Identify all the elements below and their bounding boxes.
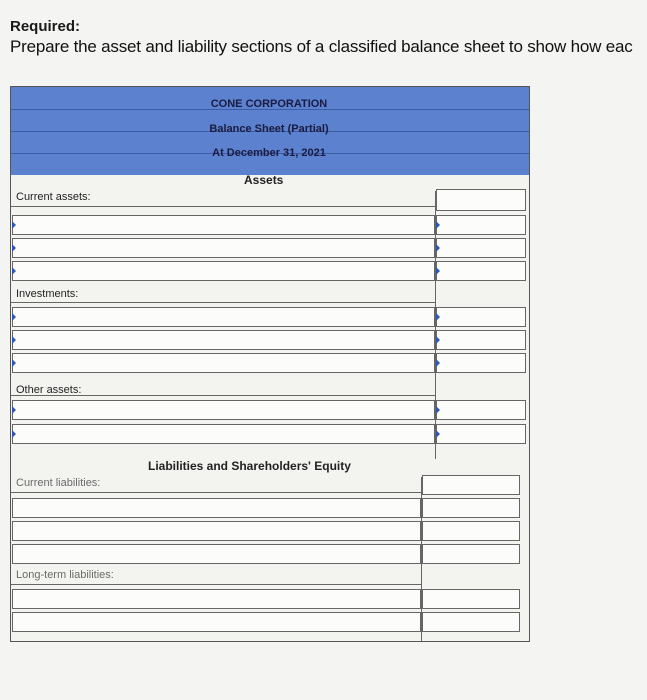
amount-input[interactable] xyxy=(422,589,520,609)
statement-date: At December 31, 2021 xyxy=(212,147,326,159)
amount-input[interactable] xyxy=(422,475,520,495)
required-heading: Required: xyxy=(10,18,81,35)
amount-input[interactable] xyxy=(422,498,520,518)
investments-row[interactable] xyxy=(12,330,435,350)
amount-input[interactable] xyxy=(436,215,526,235)
current-assets-row[interactable] xyxy=(12,238,435,258)
other-assets-row[interactable] xyxy=(12,400,435,420)
current-liabilities-row[interactable] xyxy=(12,498,421,518)
instructions-text: Prepare the asset and liability sections of a classified balance sheet to show how eac xyxy=(10,37,633,56)
row-marker-icon xyxy=(436,359,440,367)
row-marker-icon xyxy=(12,221,16,229)
row-marker-icon xyxy=(436,267,440,275)
amount-input[interactable] xyxy=(436,330,526,350)
amount-input[interactable] xyxy=(436,238,526,258)
company-name: CONE CORPORATION xyxy=(210,98,328,110)
amount-input[interactable] xyxy=(422,612,520,632)
current-liabilities-row[interactable] xyxy=(12,544,421,564)
amount-input[interactable] xyxy=(436,400,526,420)
statement-title: Balance Sheet (Partial) xyxy=(209,123,329,135)
assets-heading: Assets xyxy=(244,173,284,187)
amount-input[interactable] xyxy=(422,521,520,541)
other-assets-row[interactable] xyxy=(12,424,435,444)
current-assets-row[interactable] xyxy=(12,261,435,281)
amount-input[interactable] xyxy=(436,307,526,327)
row-marker-icon xyxy=(436,336,440,344)
row-marker-icon xyxy=(436,430,440,438)
other-assets-label: Other assets: xyxy=(16,384,82,396)
amount-input[interactable] xyxy=(436,353,526,373)
current-assets-label: Current assets: xyxy=(16,191,91,203)
row-marker-icon xyxy=(12,359,16,367)
row-marker-icon xyxy=(12,267,16,275)
investments-row[interactable] xyxy=(12,353,435,373)
amount-input[interactable] xyxy=(422,544,520,564)
row-marker-icon xyxy=(436,406,440,414)
liabilities-heading: Liabilities and Shareholders' Equity xyxy=(148,459,351,473)
row-marker-icon xyxy=(12,313,16,321)
amount-input[interactable] xyxy=(436,189,526,211)
amount-input[interactable] xyxy=(436,261,526,281)
row-marker-icon xyxy=(12,244,16,252)
row-marker-icon xyxy=(12,406,16,414)
balance-sheet-form xyxy=(10,86,530,642)
long-term-liabilities-row[interactable] xyxy=(12,612,421,632)
row-marker-icon xyxy=(436,313,440,321)
long-term-liabilities-row[interactable] xyxy=(12,589,421,609)
investments-label: Investments: xyxy=(16,288,79,300)
row-marker-icon xyxy=(436,221,440,229)
investments-row[interactable] xyxy=(12,307,435,327)
amount-input[interactable] xyxy=(436,424,526,444)
long-term-liabilities-label: Long-term liabilities: xyxy=(16,569,114,581)
row-marker-icon xyxy=(12,430,16,438)
row-marker-icon xyxy=(12,336,16,344)
row-marker-icon xyxy=(436,244,440,252)
current-liabilities-label: Current liabilities: xyxy=(16,477,101,489)
current-liabilities-row[interactable] xyxy=(12,521,421,541)
current-assets-row[interactable] xyxy=(12,215,435,235)
header-band xyxy=(11,87,529,175)
